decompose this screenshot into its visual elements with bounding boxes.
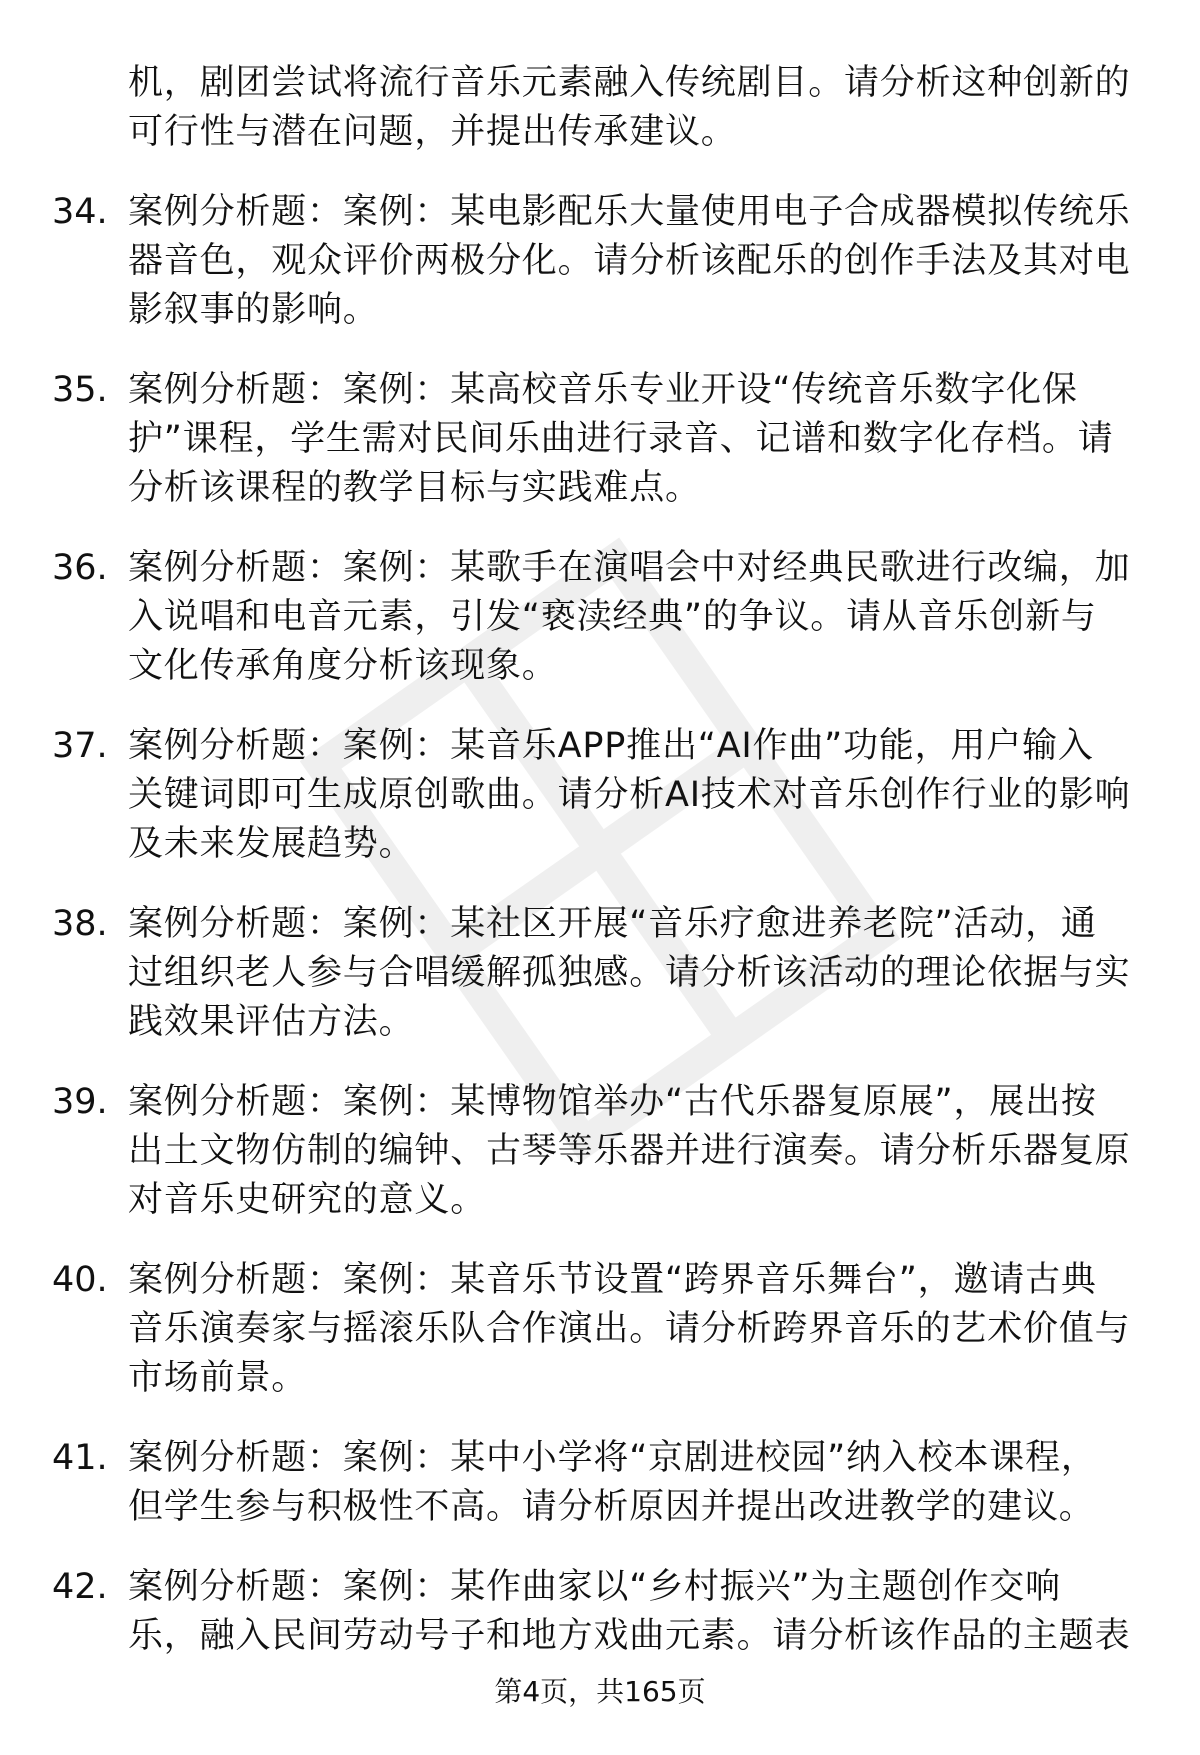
question-text-line: 案例分析题：案例：某电影配乐大量使用电子合成器模拟传统乐 <box>128 192 1131 232</box>
question-text-line: 入说唱和电音元素，引发“亵渎经典”的争议。请从音乐创新与 <box>128 597 1097 637</box>
question-text-line: 关键词即可生成原创歌曲。请分析AI技术对音乐创作行业的影响 <box>128 775 1131 815</box>
question-text-line: 案例分析题：案例：某作曲家以“乡村振兴”为主题创作交响 <box>128 1567 1061 1607</box>
question-number: 37. <box>52 726 108 766</box>
question-number: 38. <box>52 904 108 944</box>
question-number: 34. <box>52 192 108 232</box>
question-text-line: 乐，融入民间劳动号子和地方戏曲元素。请分析该作品的主题表 <box>128 1616 1131 1656</box>
question-text-line: 机，剧团尝试将流行音乐元素融入传统剧目。请分析这种创新的 <box>128 63 1131 103</box>
question-text-line: 护”课程，学生需对民间乐曲进行录音、记谱和数字化存档。请 <box>128 419 1114 459</box>
question-text-line: 对音乐史研究的意义。 <box>128 1180 487 1220</box>
question-text-line: 市场前景。 <box>128 1358 308 1398</box>
question-text-line: 案例分析题：案例：某音乐节设置“跨界音乐舞台”，邀请古典 <box>128 1260 1097 1300</box>
question-text-line: 但学生参与积极性不高。请分析原因并提出改进教学的建议。 <box>128 1487 1095 1527</box>
question-text-line: 案例分析题：案例：某中小学将“京剧进校园”纳入校本课程， <box>128 1438 1097 1478</box>
question-text-line: 可行性与潜在问题，并提出传承建议。 <box>128 112 737 152</box>
question-text-line: 案例分析题：案例：某博物馆举办“古代乐器复原展”，展出按 <box>128 1082 1097 1122</box>
question-text-line: 分析该课程的教学目标与实践难点。 <box>128 468 701 508</box>
question-number: 40. <box>52 1260 108 1300</box>
page-footer: 第4页，共165页 <box>494 1675 706 1708</box>
question-number: 41. <box>52 1438 108 1478</box>
question-text-line: 过组织老人参与合唱缓解孤独感。请分析该活动的理论依据与实 <box>128 953 1131 993</box>
question-text-line: 践效果评估方法。 <box>128 1002 415 1042</box>
question-text-line: 音乐演奏家与摇滚乐队合作演出。请分析跨界音乐的艺术价值与 <box>128 1309 1131 1349</box>
question-number: 35. <box>52 370 108 410</box>
question-text-line: 器音色，观众评价两极分化。请分析该配乐的创作手法及其对电 <box>128 241 1131 281</box>
question-text-line: 影叙事的影响。 <box>128 290 379 330</box>
question-text-line: 案例分析题：案例：某音乐APP推出“AI作曲”功能，用户输入 <box>128 726 1094 766</box>
question-number: 39. <box>52 1082 108 1122</box>
question-text-line: 案例分析题：案例：某歌手在演唱会中对经典民歌进行改编，加 <box>128 548 1131 588</box>
question-text-line: 案例分析题：案例：某高校音乐专业开设“传统音乐数字化保 <box>128 370 1078 410</box>
question-number: 36. <box>52 548 108 588</box>
question-text-line: 出土文物仿制的编钟、古琴等乐器并进行演奏。请分析乐器复原 <box>128 1131 1131 1171</box>
question-number: 42. <box>52 1567 108 1607</box>
question-text-line: 及未来发展趋势。 <box>128 824 415 864</box>
question-text-line: 文化传承角度分析该现象。 <box>128 646 558 686</box>
question-text-line: 案例分析题：案例：某社区开展“音乐疗愈进养老院”活动，通 <box>128 904 1097 944</box>
